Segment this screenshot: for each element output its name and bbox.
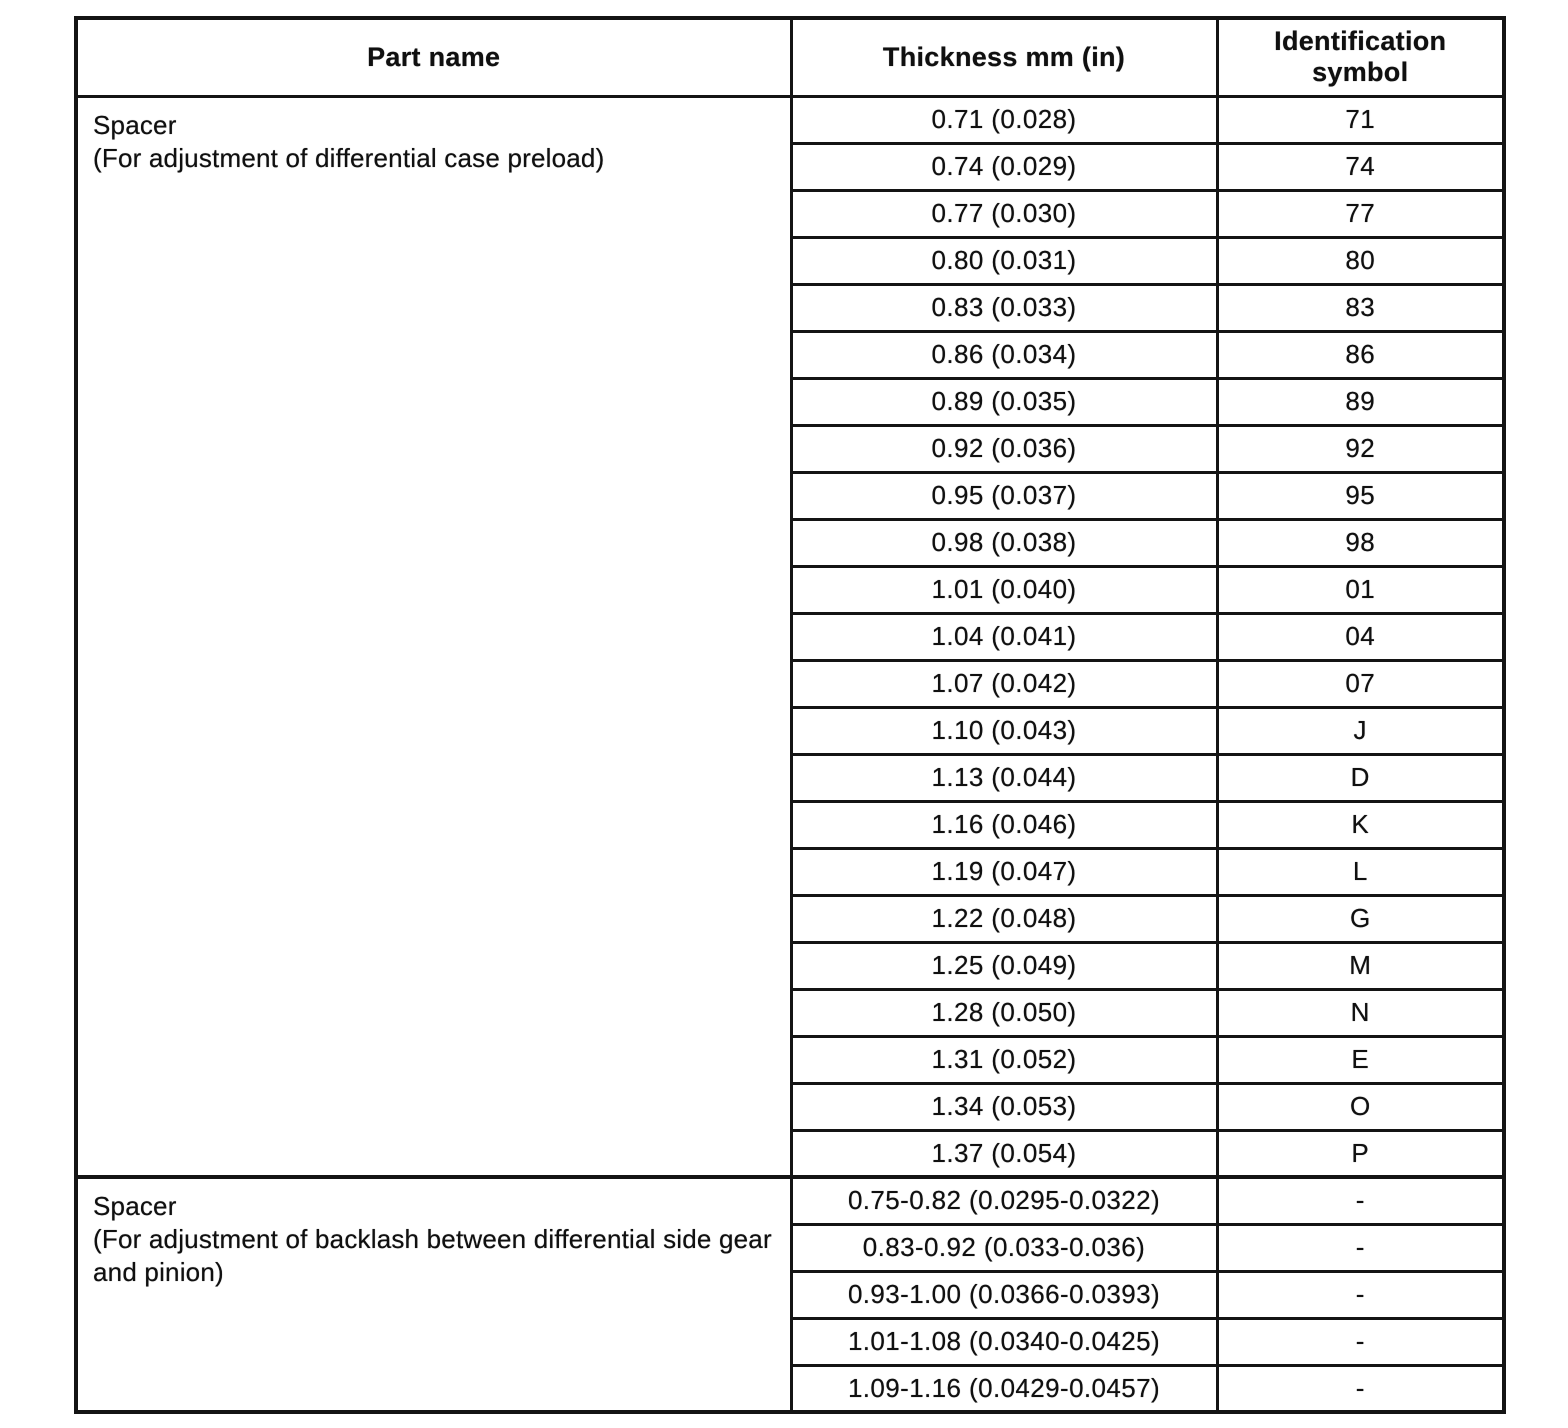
thickness-cell: 1.34 (0.053)	[791, 1083, 1217, 1130]
identification-symbol-cell: M	[1217, 942, 1504, 989]
identification-symbol-cell: K	[1217, 801, 1504, 848]
table-row	[76, 1177, 1504, 1224]
part-name: Spacer	[93, 109, 177, 140]
thickness-cell: 1.16 (0.046)	[791, 801, 1217, 848]
identification-symbol-cell: -	[1217, 1177, 1504, 1224]
header-row	[76, 18, 1504, 96]
identification-symbol-cell: L	[1217, 848, 1504, 895]
identification-symbol-cell: 86	[1217, 331, 1504, 378]
identification-symbol-cell: N	[1217, 989, 1504, 1036]
thickness-cell: 1.25 (0.049)	[791, 942, 1217, 989]
column-header-part-name: Part name	[76, 18, 791, 96]
column-header-identification-symbol-label: Identification symbol	[1274, 26, 1447, 88]
identification-symbol-cell: -	[1217, 1318, 1504, 1365]
table-section	[76, 1177, 1504, 1412]
thickness-cell: 1.01 (0.040)	[791, 566, 1217, 613]
identification-symbol-cell: 92	[1217, 425, 1504, 472]
thickness-cell: 1.19 (0.047)	[791, 848, 1217, 895]
thickness-cell: 0.89 (0.035)	[791, 378, 1217, 425]
thickness-cell: 0.98 (0.038)	[791, 519, 1217, 566]
column-header-identification-symbol	[1217, 18, 1504, 96]
thickness-cell: 1.37 (0.054)	[791, 1130, 1217, 1177]
identification-symbol-cell: 83	[1217, 284, 1504, 331]
thickness-cell: 1.01-1.08 (0.0340-0.0425)	[791, 1318, 1217, 1365]
thickness-cell: 1.22 (0.048)	[791, 895, 1217, 942]
thickness-cell: 0.75-0.82 (0.0295-0.0322)	[791, 1177, 1217, 1224]
thickness-cell: 1.04 (0.041)	[791, 613, 1217, 660]
identification-symbol-cell: 80	[1217, 237, 1504, 284]
identification-symbol-cell: -	[1217, 1224, 1504, 1271]
table-row	[76, 96, 1504, 143]
part-name: Spacer	[93, 1191, 177, 1221]
thickness-cell: 0.95 (0.037)	[791, 472, 1217, 519]
thickness-cell: 0.77 (0.030)	[791, 190, 1217, 237]
thickness-cell: 1.10 (0.043)	[791, 707, 1217, 754]
part-name-cell	[76, 96, 791, 1177]
identification-symbol-cell: P	[1217, 1130, 1504, 1177]
thickness-cell: 1.09-1.16 (0.0429-0.0457)	[791, 1365, 1217, 1412]
identification-symbol-cell: -	[1217, 1365, 1504, 1412]
identification-symbol-cell: 74	[1217, 143, 1504, 190]
identification-symbol-cell: O	[1217, 1083, 1504, 1130]
identification-symbol-cell: 95	[1217, 472, 1504, 519]
spacer-spec-table	[74, 16, 1506, 1414]
identification-symbol-cell: 07	[1217, 660, 1504, 707]
thickness-cell: 0.71 (0.028)	[791, 96, 1217, 143]
identification-symbol-cell: 89	[1217, 378, 1504, 425]
identification-symbol-cell: 98	[1217, 519, 1504, 566]
identification-symbol-cell: 71	[1217, 96, 1504, 143]
thickness-cell: 1.13 (0.044)	[791, 754, 1217, 801]
part-name-cell	[76, 1177, 791, 1412]
identification-symbol-cell: -	[1217, 1271, 1504, 1318]
identification-symbol-cell: E	[1217, 1036, 1504, 1083]
thickness-cell: 0.86 (0.034)	[791, 331, 1217, 378]
identification-symbol-cell: D	[1217, 754, 1504, 801]
part-name-note: (For adjustment of differential case preload)	[93, 142, 605, 173]
thickness-cell: 1.31 (0.052)	[791, 1036, 1217, 1083]
thickness-cell: 0.83 (0.033)	[791, 284, 1217, 331]
part-name-note: (For adjustment of backlash between differential side gear and pinion)	[93, 1224, 772, 1287]
identification-symbol-cell: 01	[1217, 566, 1504, 613]
thickness-cell: 1.07 (0.042)	[791, 660, 1217, 707]
identification-symbol-cell: 77	[1217, 190, 1504, 237]
thickness-cell: 0.83-0.92 (0.033-0.036)	[791, 1224, 1217, 1271]
thickness-cell: 0.74 (0.029)	[791, 143, 1217, 190]
thickness-cell: 1.28 (0.050)	[791, 989, 1217, 1036]
identification-symbol-cell: J	[1217, 707, 1504, 754]
identification-symbol-cell: 04	[1217, 613, 1504, 660]
column-header-thickness: Thickness mm (in)	[791, 18, 1217, 96]
thickness-cell: 0.80 (0.031)	[791, 237, 1217, 284]
identification-symbol-cell: G	[1217, 895, 1504, 942]
thickness-cell: 0.92 (0.036)	[791, 425, 1217, 472]
table-section	[76, 96, 1504, 1177]
thickness-cell: 0.93-1.00 (0.0366-0.0393)	[791, 1271, 1217, 1318]
